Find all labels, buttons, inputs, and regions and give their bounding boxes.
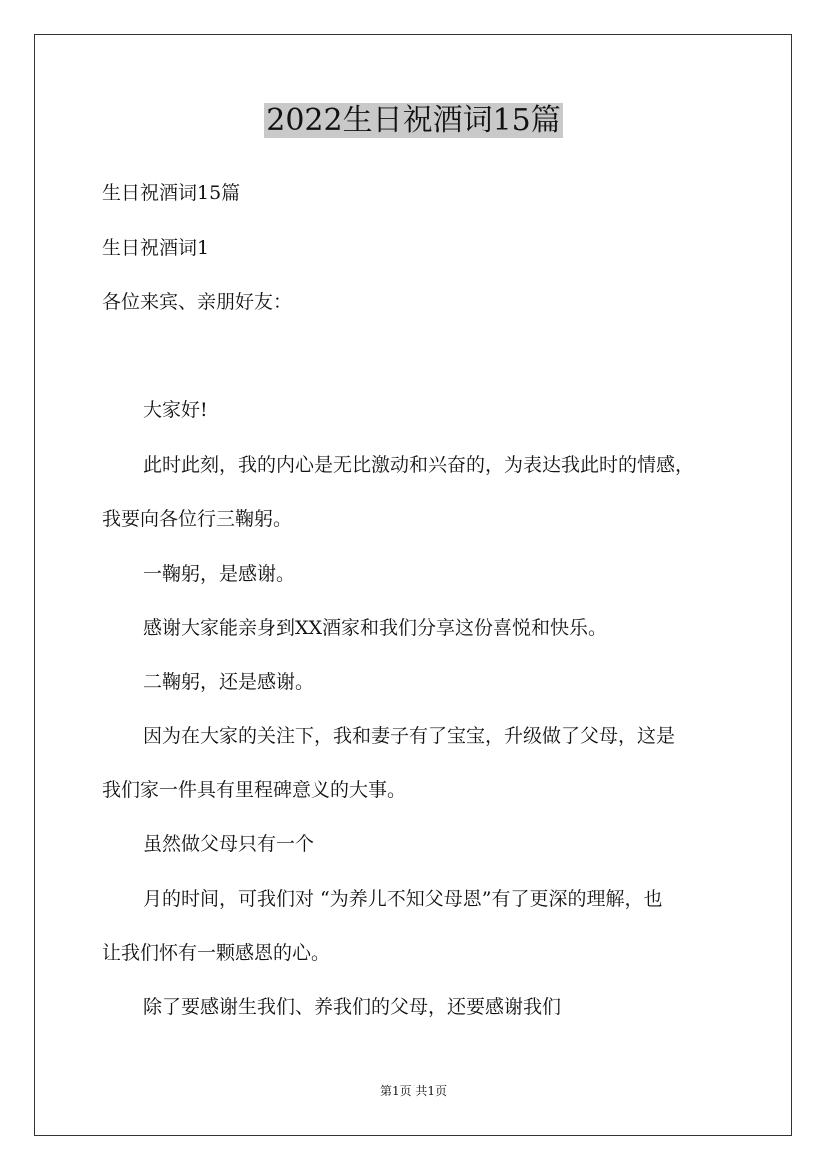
text-line-15: 除了要感谢生我们、养我们的父母，还要感谢我们 <box>143 996 562 1018</box>
text-line-2: 生日祝酒词1 <box>102 237 210 259</box>
text-line-12: 虽然做父母只有一个 <box>143 833 315 855</box>
text-line-3: 各位来宾、亲朋好友： <box>102 291 293 313</box>
text-line-6: 我要向各位行三鞠躬。 <box>102 508 293 530</box>
text-line-11: 我们家一件具有里程碑意义的大事。 <box>102 779 407 801</box>
text-line-10: 因为在大家的关注下，我和妻子有了宝宝，升级做了父母，这是 <box>143 725 676 747</box>
page-footer: 第1页 共1页 <box>379 1084 448 1098</box>
text-line-8: 感谢大家能亲身到XX酒家和我们分享这份喜悦和快乐。 <box>143 617 608 639</box>
text-line-7: 一鞠躬，是感谢。 <box>143 563 296 585</box>
text-line-14: 让我们怀有一颗感恩的心。 <box>102 942 331 964</box>
text-line-4: 大家好! <box>143 399 208 421</box>
text-line-13: 月的时间，可我们对 “为养儿不知父母恩”有了更深的理解，也 <box>143 888 663 910</box>
document-title <box>0 101 827 141</box>
text-line-9: 二鞠躬，还是感谢。 <box>143 671 315 693</box>
text-line-1: 生日祝酒词15篇 <box>102 182 241 204</box>
text-line-5: 此时此刻，我的内心是无比激动和兴奋的，为表达我此时的情感， <box>143 454 695 476</box>
document-title-text: 2022生日祝酒词15篇 <box>266 103 561 138</box>
